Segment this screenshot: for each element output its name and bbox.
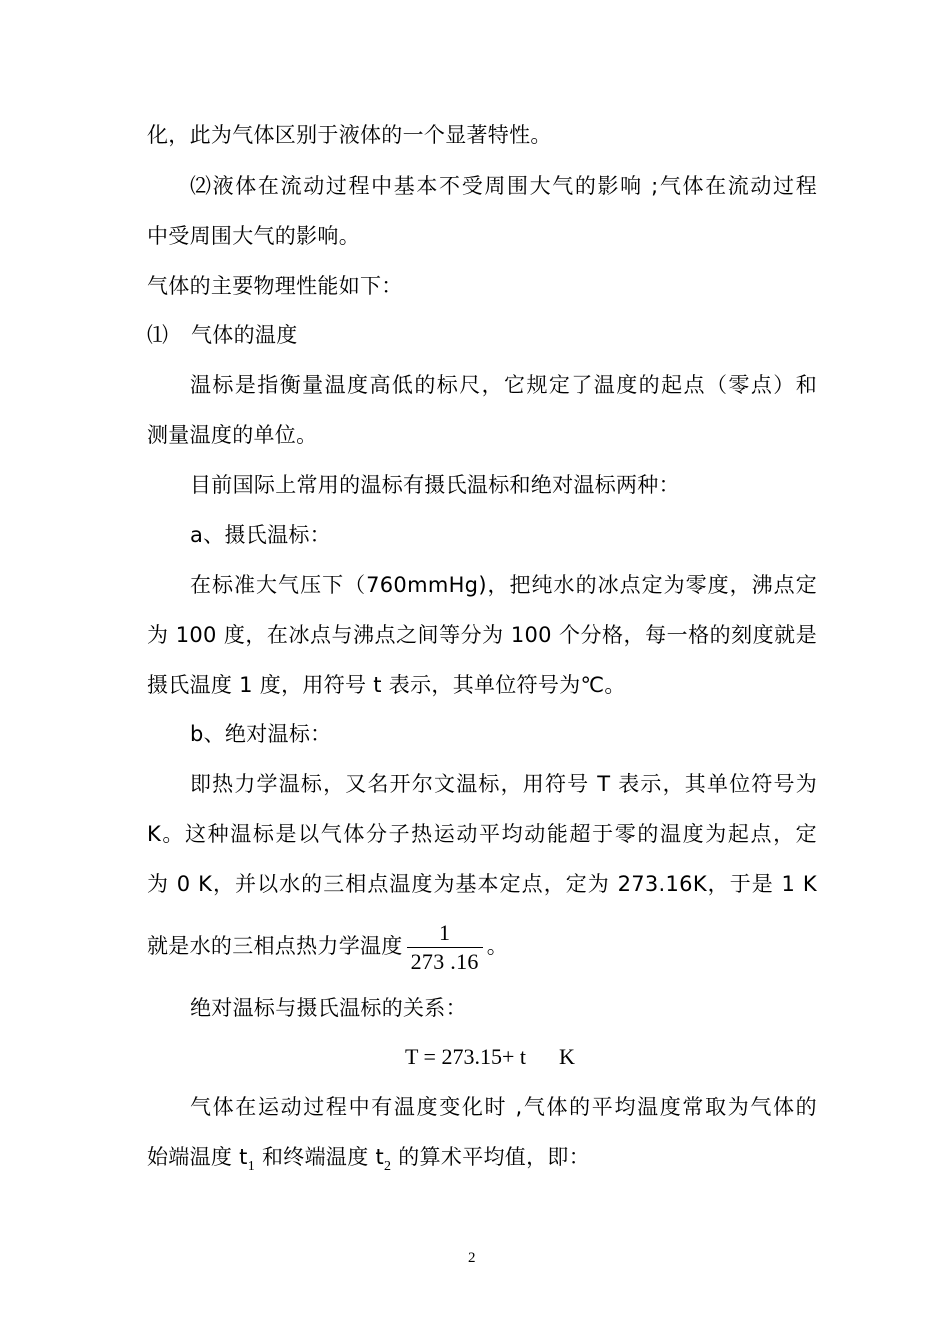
subscript: 1 bbox=[247, 1159, 256, 1174]
text-line: 气体的主要物理性能如下： bbox=[147, 274, 403, 298]
list-number: ⑴ bbox=[147, 323, 169, 347]
text-line-with-subscripts bbox=[147, 1142, 817, 1172]
list-heading-text: 气体的温度 bbox=[191, 323, 298, 347]
subscript: 2 bbox=[384, 1159, 392, 1174]
text-segment: 始端温度 t bbox=[147, 1145, 248, 1169]
formula: T = 273.15+ t K bbox=[405, 1044, 575, 1069]
text-line: 在标准大气压下（760mmHg)，把纯水的冰点定为零度，沸点定 bbox=[190, 573, 817, 597]
text-segment: 和终端温度 t bbox=[255, 1145, 385, 1169]
text-line: 目前国际上常用的温标有摄氏温标和绝对温标两种： bbox=[190, 473, 680, 497]
subheading: a、摄氏温标： bbox=[190, 523, 331, 547]
text-segment: 。 bbox=[486, 934, 509, 958]
text-line: 温标是指衡量温度高低的标尺，它规定了温度的起点（零点）和 bbox=[190, 373, 817, 397]
text-line: 为 0 K，并以水的三相点温度为基本定点，定为 273.16K，于是 1 K bbox=[147, 872, 817, 896]
text-line: 气体在运动过程中有温度变化时 ,气体的平均温度常取为气体的 bbox=[190, 1095, 817, 1119]
page-number: 2 bbox=[468, 1250, 476, 1266]
text-line: 为 100 度，在冰点与沸点之间等分为 100 个分格，每一格的刻度就是 bbox=[147, 623, 817, 647]
text-line: ⑵液体在流动过程中基本不受周围大气的影响 ;气体在流动过程 bbox=[190, 174, 817, 198]
text-line: 即热力学温标，又名开尔文温标，用符号 T 表示，其单位符号为 bbox=[190, 772, 817, 796]
fraction-denominator: 273 .16 bbox=[410, 948, 479, 974]
text-segment: 就是水的三相点热力学温度 bbox=[147, 934, 403, 958]
subheading: b、绝对温标： bbox=[190, 722, 332, 746]
fraction-numerator: 1 bbox=[407, 919, 483, 948]
text-line: 化，此为气体区别于液体的一个显著特性。 bbox=[147, 123, 552, 147]
fraction bbox=[407, 919, 483, 976]
text-line-with-fraction bbox=[147, 915, 817, 977]
text-line: 中受周围大气的影响。 bbox=[147, 224, 360, 248]
text-line: K。这种温标是以气体分子热运动平均动能超于零的温度为起点，定 bbox=[147, 822, 817, 846]
text-line: 测量温度的单位。 bbox=[147, 423, 318, 447]
text-segment: 的算术平均值，即： bbox=[391, 1145, 591, 1169]
text-line: 摄氏温度 1 度，用符号 t 表示，其单位符号为℃。 bbox=[147, 673, 626, 697]
text-line: 绝对温标与摄氏温标的关系： bbox=[190, 996, 467, 1020]
list-heading bbox=[147, 320, 817, 350]
